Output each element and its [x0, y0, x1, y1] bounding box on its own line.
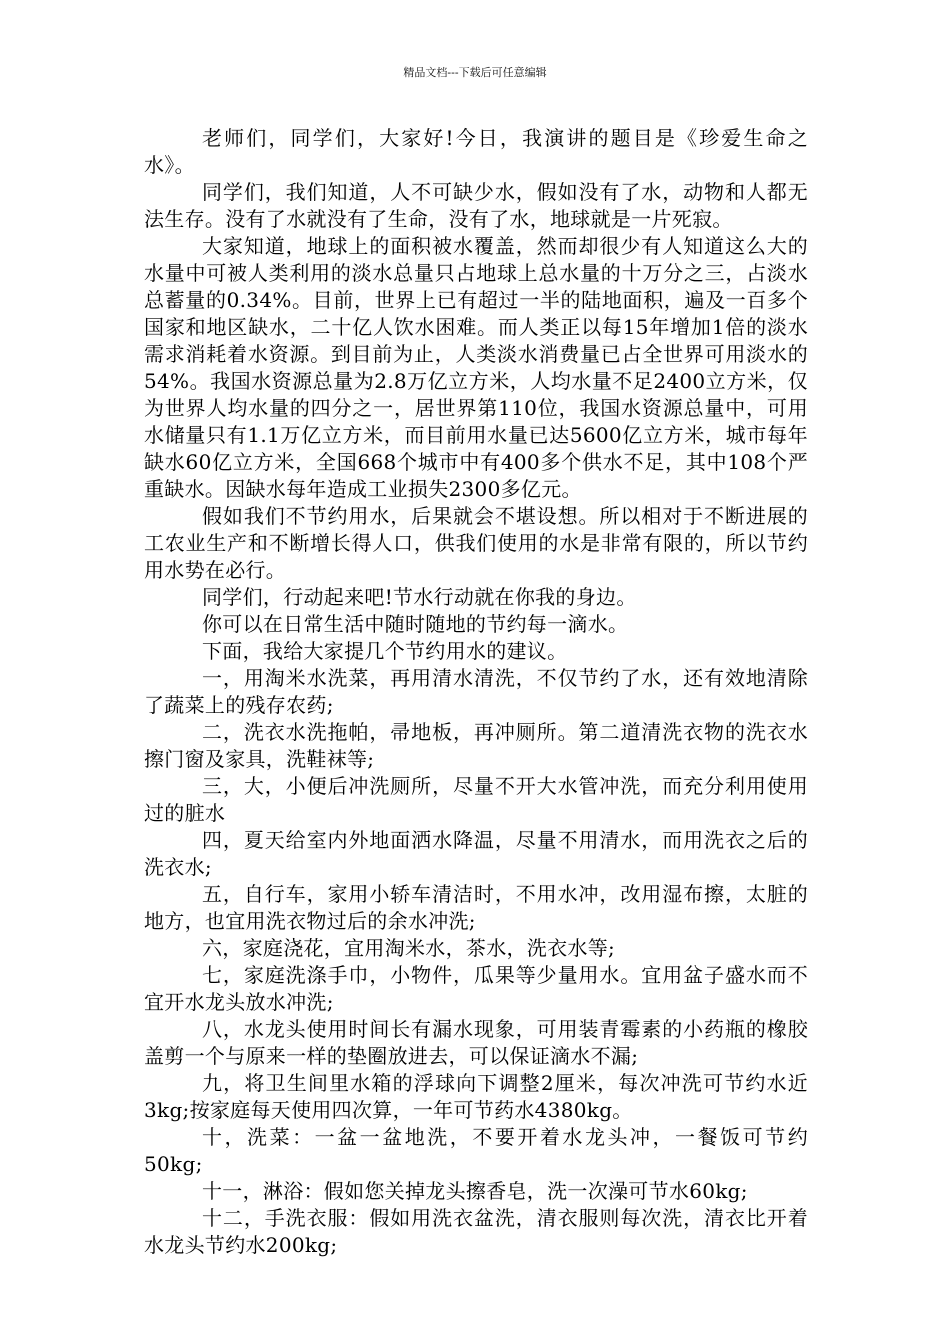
paragraph-suggestions-intro: 下面，我给大家提几个节约用水的建议。 — [202, 639, 568, 663]
suggestion-item: 四，夏天给室内外地面洒水降温，尽量不用清水，而用洗衣之后的洗衣水; — [144, 828, 808, 879]
suggestion-item: 六，家庭浇花，宜用淘米水，茶水，洗衣水等; — [202, 936, 616, 960]
paragraph-consequence: 假如我们不节约用水，后果就会不堪设想。所以相对于不断进展的工农业生产和不断增长得人口，供我们使用的水是非常有限的，所以节约用水势在必行。 — [144, 504, 808, 582]
suggestion-item: 十二，手洗衣服：假如用洗衣盆洗，清衣服则每次洗，清衣比开着水龙头节约水200kg; — [144, 1206, 808, 1257]
suggestion-item: 十，洗菜：一盆一盆地洗，不要开着水龙头冲，一餐饭可节约50kg; — [144, 1125, 808, 1176]
suggestion-item: 十一，淋浴：假如您关掉龙头擦香皂，洗一次澡可节水60kg; — [202, 1179, 748, 1203]
paragraph-every-drop: 你可以在日常生活中随时随地的节约每一滴水。 — [202, 612, 629, 636]
page-header: 精品文档---下载后可任意编辑 — [403, 66, 547, 79]
suggestion-item: 八，水龙头使用时间长有漏水现象，可用装青霉素的小药瓶的橡胶盖剪一个与原来一样的垫圈放进去，可以保证滴水不漏; — [144, 1017, 808, 1068]
paragraph-greeting: 老师们，同学们，大家好!今日，我演讲的题目是《珍爱生命之水》。 — [144, 126, 808, 177]
document-body — [144, 125, 808, 1259]
paragraph-importance: 同学们，我们知道，人不可缺少水，假如没有了水，动物和人都无法生存。没有了水就没有了生命，没有了水，地球就是一片死寂。 — [144, 180, 808, 231]
suggestion-item: 七，家庭洗涤手巾，小物件，瓜果等少量用水。宜用盆子盛水而不宜开水龙头放水冲洗; — [144, 963, 808, 1014]
suggestion-item: 二，洗衣水洗拖帕，帚地板，再冲厕所。第二道清洗衣物的洗衣水擦门窗及家具，洗鞋袜等; — [144, 720, 808, 771]
suggestion-item: 一，用淘米水洗菜，再用清水清洗，不仅节约了水，还有效地清除了蔬菜上的残存农药; — [144, 666, 808, 717]
paragraph-call-to-action: 同学们，行动起来吧!节水行动就在你我的身边。 — [202, 585, 637, 609]
paragraph-statistics: 大家知道，地球上的面积被水覆盖，然而却很少有人知道这么大的水量中可被人类利用的淡水总量只占地球上总水量的十万分之三，占淡水总蓄量的0.34%。目前，世界上已有超过一半的陆地面积，遍及一百多个国家和地区缺水，二十亿人饮水困难。而人类正以每15年增加1倍的淡水需求消耗着水资源。到目前为止，人类淡水消费量已占全世界可用淡水的54%。我国水资源总量为2.8万亿立方米，人均水量不足2400立方米，仅为世界人均水量的四分之一，居世界第110位，我国水资源总量中，可用水储量只有1.1万亿立方米，而目前用水量已达5600亿立方米，城市每年缺水60亿立方米，全国668个城市中有400多个供水不足，其中108个严重缺水。因缺水每年造成工业损失2300多亿元。 — [144, 234, 808, 501]
suggestion-item: 三，大，小便后冲洗厕所，尽量不开大水管冲洗，而充分利用使用过的脏水 — [144, 774, 808, 825]
suggestion-item: 五，自行车，家用小轿车清洁时，不用水冲，改用湿布擦，太脏的地方，也宜用洗衣物过后的余水冲洗; — [144, 882, 808, 933]
suggestion-item: 九，将卫生间里水箱的浮球向下调整2厘米，每次冲洗可节约水近3kg;按家庭每天使用四次算，一年可节药水4380kg。 — [144, 1071, 808, 1122]
